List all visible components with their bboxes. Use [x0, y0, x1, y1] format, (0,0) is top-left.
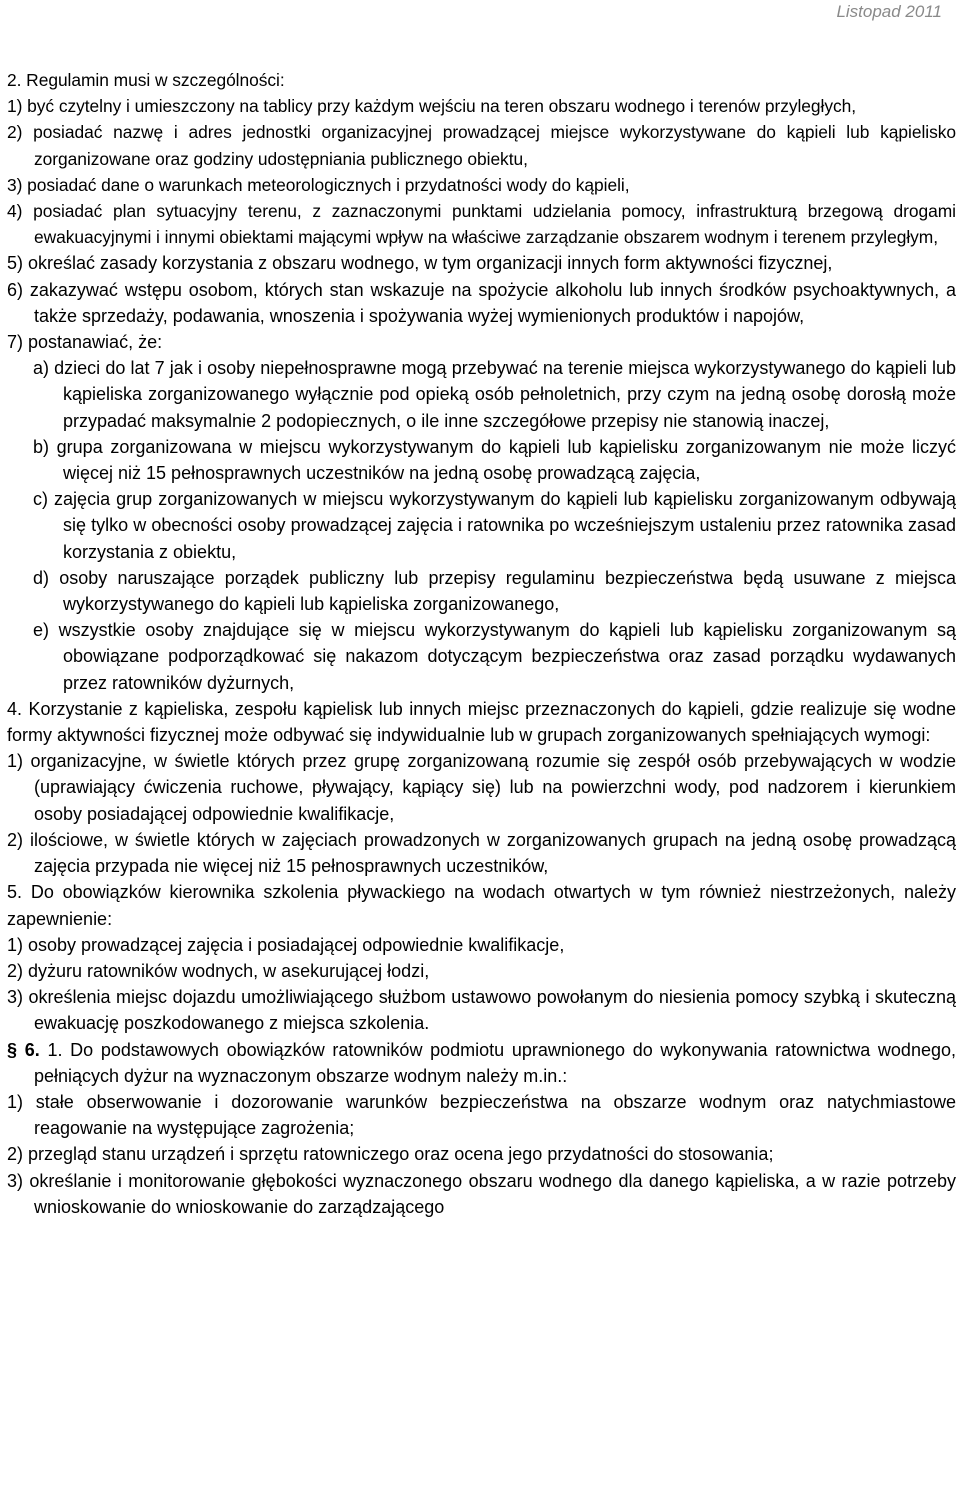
- paragraph: [7, 1168, 956, 1220]
- paragraph-text: 4. Korzystanie z kąpieliska, zespołu kąpielisk lub innych miejsc przeznaczonych do kąpieli, gdzie realizuje się wodne formy aktywności fizycznej może odbywać się indywidualnie lub w grupach zorganizowanych spełniających wymogi:: [7, 698, 956, 746]
- paragraph-text: 1) organizacyjne, w świetle których przez grupę zorganizowaną rozumie się zespół osób przebywających w wodzie (uprawiający ćwiczenia ruchowe, pływający, kąpiący się) lub na powierzchni wody, pod nadzorem i kierunkiem osoby posiadającej odpowiednie kwalifikacje,: [7, 751, 956, 824]
- paragraph: [7, 827, 956, 879]
- paragraph-text: 6) zakazywać wstępu osobom, których stan wskazuje na spożycie alkoholu lub innych środków psychoaktywnych, a także sprzedaży, podawania, wnoszenia i spożywania wyżej wymienionych produktów i napojów,: [7, 279, 956, 326]
- paragraph: [7, 277, 956, 329]
- paragraph-text: 3) określenia miejsc dojazdu umożliwiającego służbom ustawowo powołanym do niesienia pomocy szybką i skuteczną ewakuację poszkodowanego z miejsca szkolenia.: [7, 987, 956, 1034]
- paragraph: [7, 1089, 956, 1141]
- paragraph: [7, 198, 956, 250]
- paragraph-text: 1. Do podstawowych obowiązków ratowników podmiotu uprawnionego do wykonywania ratownictwa wodnego, pełniących dyżur na wyznaczonym obszarze wodnym należy m.in.:: [34, 1039, 956, 1086]
- paragraph-text: a) dzieci do lat 7 jak i osoby niepełnosprawne mogą przebywać na terenie miejsca wykorzystywanego do kąpieli lub kąpieliska zorganizowanego wyłącznie pod opieką osób pełnoletnich, przy czym na jedną osobę dorosłą może przypadać maksymalnie 2 podopiecznych, o ile inne szczegółowe przepisy nie stanowią inaczej,: [33, 358, 956, 431]
- paragraph: [7, 696, 956, 748]
- paragraph: [7, 250, 956, 276]
- paragraph: [7, 1141, 956, 1167]
- paragraph: [7, 486, 956, 565]
- paragraph-text: b) grupa zorganizowana w miejscu wykorzystywanym do kąpieli lub kąpielisku zorganizowanym nie może liczyć więcej niż 15 pełnosprawnych uczestników na jedną osobę prowadzącą zajęcia,: [33, 436, 956, 484]
- paragraph-text: 3) posiadać dane o warunkach meteorologicznych i przydatności wody do kąpieli,: [7, 174, 630, 195]
- paragraph-text: 2) dyżuru ratowników wodnych, w asekurującej łodzi,: [7, 960, 430, 981]
- paragraph: [7, 172, 956, 198]
- paragraph: [7, 119, 956, 171]
- paragraph: [7, 565, 956, 617]
- paragraph: [7, 984, 956, 1036]
- section-mark: § 6.: [7, 1039, 40, 1060]
- paragraph-text: 7) postanawiać, że:: [7, 332, 163, 353]
- paragraph: [7, 879, 956, 931]
- paragraph-text: 1) być czytelny i umieszczony na tablicy przy każdym wejściu na teren obszaru wodnego i terenów przyległych,: [7, 96, 857, 117]
- paragraph-text: 5) określać zasady korzystania z obszaru wodnego, w tym organizacji innych form aktywności fizycznej,: [7, 253, 833, 274]
- paragraph: [7, 93, 956, 119]
- paragraph-text: 1) osoby prowadzącej zajęcia i posiadającej odpowiednie kwalifikacje,: [7, 934, 565, 955]
- paragraph: [7, 434, 956, 486]
- paragraph-text: 2) przegląd stanu urządzeń i sprzętu ratowniczego oraz ocena jego przydatności do stosowania;: [7, 1144, 774, 1165]
- paragraph-text: 2) ilościowe, w świetle których w zajęciach prowadzonych w zorganizowanych grupach na jedną osobę prowadzącą zajęcia przypada nie więcej niż 15 pełnosprawnych uczestników,: [7, 829, 956, 877]
- paragraph-text: 2. Regulamin musi w szczególności:: [7, 70, 285, 90]
- paragraph-text: 2) posiadać nazwę i adres jednostki organizacyjnej prowadzącej miejsce wykorzystywane do kąpieli lub kąpielisko zorganizowane oraz godziny udostępniania publicznego obiektu,: [7, 122, 956, 169]
- paragraph-text: 4) posiadać plan sytuacyjny terenu, z zaznaczonymi punktami udzielania pomocy, infrastrukturą brzegową drogami ewakuacyjnymi i innymi obiektami mającymi wpływ na właściwe zarządzanie obszarem wodnym i terenem przyległym,: [7, 201, 956, 248]
- header-date: Listopad 2011: [836, 2, 942, 21]
- paragraph: [7, 932, 956, 958]
- paragraph-text: e) wszystkie osoby znajdujące się w miejscu wykorzystywanym do kąpieli lub kąpielisku zorganizowanym są obowiązane podporządkować się nakazom dotyczącym bezpieczeństwa oraz zasad porządku wydawanych przez ratowników dyżurnych,: [33, 620, 956, 693]
- paragraph-text: 1) stałe obserwowanie i dozorowanie warunków bezpieczeństwa na obszarze wodnym oraz natychmiastowe reagowanie na występujące zagrożenia;: [7, 1091, 956, 1139]
- paragraph: [7, 958, 956, 984]
- paragraph: [7, 329, 956, 355]
- paragraph: [7, 617, 956, 696]
- document-body: [7, 67, 956, 1220]
- paragraph: [7, 355, 956, 434]
- paragraph-text: c) zajęcia grup zorganizowanych w miejscu wykorzystywanym do kąpieli lub kąpielisku zorganizowanym odbywają się tylko w obecności osoby prowadzącej zajęcia i ratownika po wcześniejszym ustaleniu przez ratownika zasad korzystania z obiektu,: [33, 489, 956, 562]
- paragraph: [7, 67, 956, 93]
- paragraph: [7, 1037, 956, 1089]
- paragraph: [7, 748, 956, 827]
- paragraph-text: 3) określanie i monitorowanie głębokości wyznaczonego obszaru wodnego dla danego kąpieliska, a w razie potrzeby wnioskowanie do wnioskowanie do zarządzającego: [7, 1170, 956, 1217]
- paragraph-text: d) osoby naruszające porządek publiczny lub przepisy regulaminu bezpieczeństwa będą usuwane z miejsca wykorzystywanego do kąpieli lub kąpieliska zorganizowanego,: [33, 567, 956, 615]
- paragraph-text: 5. Do obowiązków kierownika szkolenia pływackiego na wodach otwartych w tym również niestrzeżonych, należy zapewnienie:: [7, 882, 956, 929]
